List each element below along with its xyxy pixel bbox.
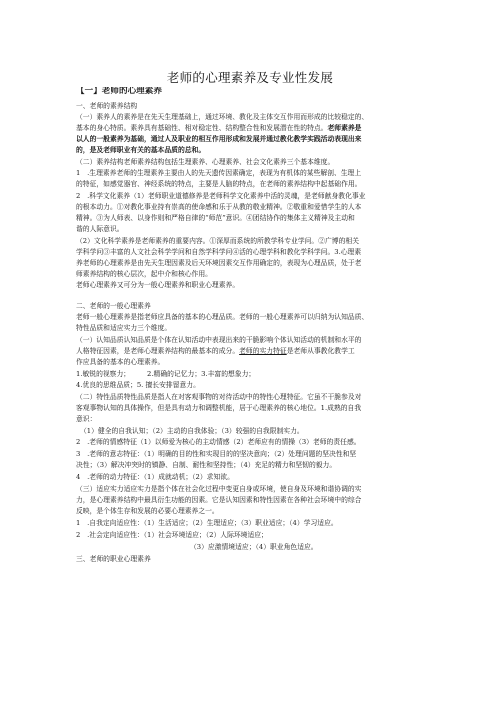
text-line [76, 281, 426, 290]
text-segment: （三）适应实力适应实力是指个体在社会化过程中变更自身或环境，使自身及环境和谐协调的实 [76, 485, 362, 493]
text-segment: 以人的一般素养为基础，通过人及职业的相互作用形成和发展并通过教化教学实践活动表现出来 [76, 135, 362, 143]
text-segment: 基本的身心特质。素养具有基础性、相对稳定性、结构整合性和发展潜在性的特点。 [76, 124, 328, 132]
text-line [76, 259, 426, 268]
text-segment: （2）文化科学素养是老师素养的重要内容。①深厚而系统的所教学科专业学问。②广博的相关 [76, 237, 359, 245]
text-line [76, 370, 426, 379]
text-segment: 3 .老师的意志特征：（1）明确的目的性和实现目的的坚决意向；（2）处理问题的坚决性和坚 [76, 450, 357, 458]
text-line [76, 270, 426, 279]
underlined-text-segment: 老师的实力特征 [239, 347, 287, 355]
text-segment: 2 .社会定向适应性：（1）社会环境适应；（2）人际环境适应； [76, 531, 268, 539]
text-line [76, 496, 426, 505]
text-segment: 1 .生理素养老师的生理素养主要由人的先天遗传因素确定，表现为有机体的某些解剖、生理上 [76, 169, 362, 177]
text-line [76, 324, 426, 333]
text-segment: 是老师从事教化教学工 [286, 347, 355, 355]
text-line [76, 225, 426, 234]
text-segment: （一）素养人的素养是在先天生理基础上，通过环境、教化及主体交互作用而形成的比较稳定的、 [76, 113, 369, 121]
text-segment: 二、老师的一般心理素养 [76, 302, 151, 310]
text-line [76, 313, 426, 322]
text-line [76, 87, 426, 96]
text-segment: 老师一般心理素养是指老师应具备的基本的心理品质。老师的一般心理素养可以归纳为认知品质、 [76, 313, 369, 321]
text-line [76, 450, 426, 459]
text-line [76, 203, 426, 212]
text-segment: （1）健全的自我认知；（2）主动的自我体验；（3）较强的自我限制实力。 [80, 427, 304, 435]
text-line [76, 146, 426, 155]
text-segment: 4.优良的思维品质；5. 擅长安排留意力。 [76, 381, 200, 389]
text-line [76, 347, 426, 356]
text-segment: 反映，是个体生存和发展的必要心理素养之一。 [76, 507, 219, 515]
document-title: 老师的心理素养及专业性发展 [166, 70, 334, 85]
text-segment: 力，是心理素养结构中最具衍生功能的因素。它是认知因素和特性因素在各种社会环境中的综合 [76, 496, 362, 504]
text-segment: 作应具备的基本的心理素养。 [76, 358, 165, 366]
text-segment: （3）应激情境适应；（4）职业角色适应。 [190, 543, 318, 551]
text-line [76, 113, 426, 122]
text-segment: 2 .科学文化素养（1）老师职业道德修养是老师科学文化素养中活的灵魂，是老师献身教化事业 [76, 192, 366, 200]
text-segment: 特性品质和适应实力三个维度。 [76, 324, 172, 332]
text-line [76, 358, 426, 367]
text-segment: 人格特征因素，是老师心理素养结构的最基本的成分。 [76, 347, 240, 355]
bold-text-segment: 老师素养是 [327, 124, 362, 132]
text-segment: （一）认知品质认知品质是个体在认知活动中表现出来的干脆影响个体认知活动的机制和水平的 [76, 336, 362, 344]
text-line [76, 180, 426, 189]
text-line [76, 248, 426, 257]
text-line [76, 473, 426, 482]
text-segment: 决性；（3）解决冲突时的镇静、自制、耐性和坚持性；（4）充足的精力和坚韧的毅力。 [76, 461, 337, 469]
text-line [80, 427, 430, 436]
text-line [76, 404, 426, 413]
text-segment: 4 .老师的动力特征：（1）成就动机；（2）求知欲。 [76, 473, 234, 481]
text-segment: 养老师的心理素养是由先天生理因素及后天环境因素交互作用确定的，表现为心理品质，处于老 [76, 259, 362, 267]
text-segment: 学科学问③丰富的人文社会科学学问和自然学科学问④活的心理学科和教化学科学问。3.心理素 [76, 248, 362, 256]
text-line [76, 158, 426, 167]
text-line [190, 543, 500, 552]
text-line [76, 438, 426, 447]
text-segment: 老师心理素养又可分为一般心理素养和职业心理素养。 [76, 281, 240, 289]
text-segment: 的根本动力。①对教化事业持有崇高的使命感和乐于从教的敬业精神。②敬重和爱惜学生的人本 [76, 203, 362, 211]
text-line [76, 415, 426, 424]
text-segment: 精神。③为人师表、以身作则和严格自律的“师范”意识。④团结协作的集体主义精神及主动和 [76, 214, 355, 222]
text-segment: 师素养结构的核心层次，起中介和核心作用。 [76, 270, 212, 278]
text-segment: （二）特性品质特性品质是指人在对客观事物的对待活动中的特性心理特征。它虽不干脆参及对 [76, 393, 362, 401]
text-line [76, 531, 426, 540]
text-line [76, 192, 426, 201]
text-segment: 三、老师的职业心理素养 [76, 555, 151, 563]
text-line [76, 507, 426, 516]
text-line [76, 124, 426, 133]
text-segment: 谐的人际意识。 [76, 225, 124, 233]
text-line [76, 135, 426, 144]
text-line [76, 381, 426, 390]
text-segment: 客观事物认知的具体操作，但是具有动力和调整机能，居于心理素养的核心地位。1.成熟的自我 [76, 404, 362, 412]
text-line [76, 214, 426, 223]
text-line [76, 393, 426, 402]
text-line [76, 519, 426, 528]
text-segment: 1 .自我定向适应性：（1）生活适应；（2）生理适应；（3）职业适应；（4）学习适应。 [76, 519, 338, 527]
text-segment: 的，是及老师职业有关的基本品质的总和。 [76, 146, 206, 154]
text-segment: 的特征，如感觉器官、神经系统的特点，主要是人脑的特点，在老师的素养结构中起基础作用。 [76, 180, 362, 188]
text-segment: 意识： [76, 415, 97, 423]
text-line [76, 169, 426, 178]
text-segment: （二）素养结构老师素养结构包括生理素养、心理素养、社会文化素养三个基本维度。 [76, 158, 335, 166]
text-line [76, 302, 426, 311]
text-line [76, 237, 426, 246]
text-segment: 1.敏锐的视察力； 2.精确的记忆力；3.丰富的想象力； [76, 370, 256, 378]
text-line [76, 102, 426, 111]
text-segment: 【一】老师的心理素养 [76, 87, 162, 96]
text-segment: 一、老师的素养结构 [76, 102, 138, 110]
text-line [76, 555, 426, 564]
text-line [76, 461, 426, 470]
text-line [76, 336, 426, 345]
text-segment: 2 .老师的情感特征（1）以师爱为核心的主动情感（2）老师应有的情操（3）老师的责任感。 [76, 438, 361, 446]
text-line [76, 485, 426, 494]
